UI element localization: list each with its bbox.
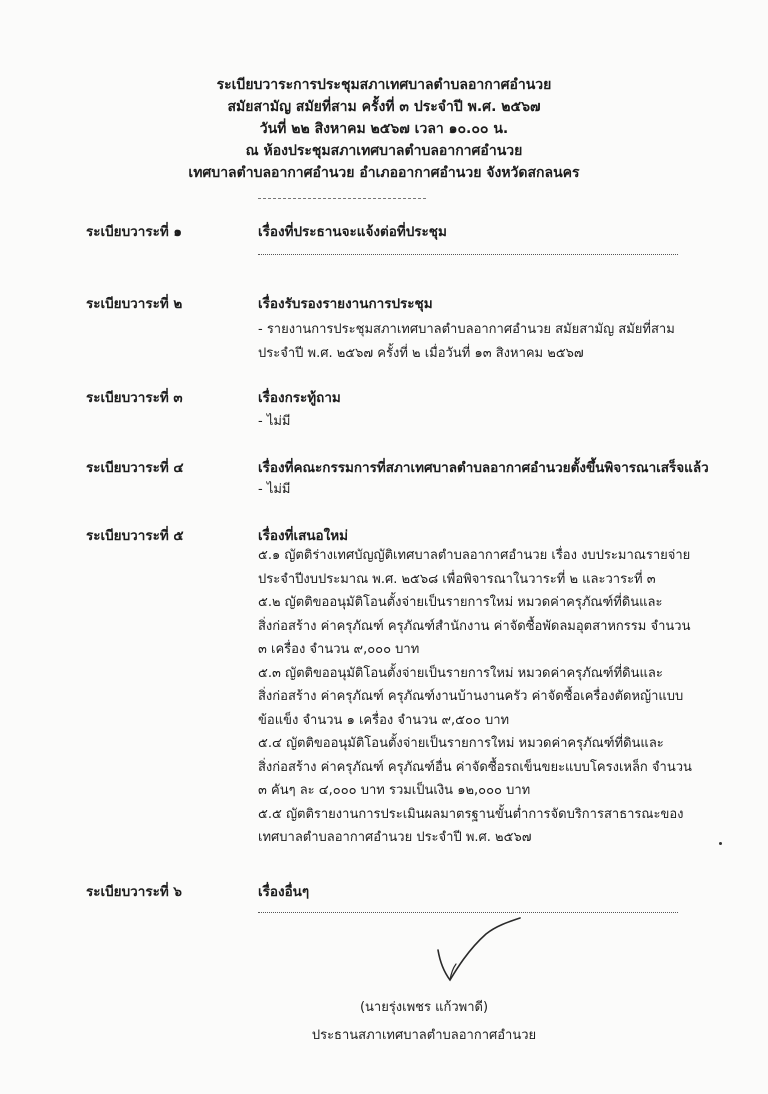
scan-speck	[719, 842, 722, 845]
agenda-line: ประจำปี พ.ศ. ๒๕๖๗ ครั้งที่ ๒ เมื่อวันที่ ๑๓ สิงหาคม ๒๕๖๗	[258, 345, 584, 361]
agenda-body	[258, 318, 688, 365]
agenda-line: ๕.๒ ญัตติขออนุมัติโอนตั้งจ่ายเป็นรายการใหม่ หมวดค่าครุภัณฑ์ที่ดินและ	[258, 595, 663, 610]
agenda-label: ระเบียบวาระที่ ๓	[86, 390, 183, 406]
agenda-body	[258, 478, 688, 502]
signatory-name: (นายรุ่งเพชร แก้วพาดี)	[359, 1000, 489, 1015]
agenda-line: - ไม่มี	[258, 414, 291, 429]
agenda-label: ระเบียบวาระที่ ๖	[86, 884, 182, 900]
agenda-line: สิ่งก่อสร้าง ค่าครุภัณฑ์ ครุภัณฑ์งานบ้านงานครัว ค่าจัดซื้อเครื่องตัดหญ้าแบบ	[258, 689, 684, 704]
header-separator	[258, 198, 426, 199]
agenda-line: สิ่งก่อสร้าง ค่าครุภัณฑ์ ครุภัณฑ์สำนักงาน ค่าจัดซื้อพัดลมอุตสาหกรรม จำนวน	[258, 618, 691, 634]
agenda-line: - รายงานการประชุมสภาเทศบาลตำบลอากาศอำนวย สมัยสามัญ สมัยที่สาม	[258, 322, 675, 337]
header-venue: ณ ห้องประชุมสภาเทศบาลตำบลอากาศอำนวย	[245, 143, 523, 159]
agenda-title: เรื่องกระทู้ถาม	[258, 390, 341, 406]
agenda-line: ๓ คันๆ ละ ๔,๐๐๐ บาท รวมเป็นเงิน ๑๒,๐๐๐ บาท	[258, 783, 531, 798]
agenda-body	[258, 410, 688, 434]
header-date: วันที่ ๒๒ สิงหาคม ๒๕๖๗ เวลา ๑๐.๐๐ น.	[259, 121, 509, 137]
header-title: ระเบียบวาระการประชุมสภาเทศบาลตำบลอากาศอำนวย	[216, 77, 552, 93]
agenda-line: ๕.๔ ญัตติขออนุมัติโอนตั้งจ่ายเป็นรายการใหม่ หมวดค่าครุภัณฑ์ที่ดินและ	[258, 736, 664, 751]
agenda-line: ๕.๕ ญัตติรายงานการประเมินผลมาตรฐานขั้นต่ำการจัดบริการสาธารณะของ	[258, 806, 684, 822]
agenda-title: เรื่องที่คณะกรรมการที่สภาเทศบาลตำบลอากาศอำนวยตั้งขึ้นพิจารณาเสร็จแล้ว	[258, 460, 709, 476]
agenda-label: ระเบียบวาระที่ ๒	[86, 296, 183, 312]
agenda-line: - ไม่มี	[258, 482, 291, 497]
signatory-position: ประธานสภาเทศบาลตำบลอากาศอำนวย	[311, 1028, 537, 1043]
agenda-line: ประจำปีงบประมาณ พ.ศ. ๒๕๖๘ เพื่อพิจารณาในวาระที่ ๒ และวาระที่ ๓	[258, 571, 656, 587]
agenda-title: เรื่องอื่นๆ	[258, 884, 310, 900]
agenda-title: เรื่องที่ประธานจะแจ้งต่อที่ประชุม	[258, 224, 447, 240]
agenda-label: ระเบียบวาระที่ ๑	[86, 224, 182, 240]
agenda-label: ระเบียบวาระที่ ๔	[86, 460, 184, 476]
agenda-line: เทศบาลตำบลอากาศอำนวย ประจำปี พ.ศ. ๒๕๖๗	[258, 830, 532, 845]
dotted-line	[258, 254, 678, 255]
agenda-line: ๕.๓ ญัตติขออนุมัติโอนตั้งจ่ายเป็นรายการใหม่ หมวดค่าครุภัณฑ์ที่ดินและ	[258, 665, 663, 681]
agenda-line: สิ่งก่อสร้าง ค่าครุภัณฑ์ ครุภัณฑ์อื่น ค่าจัดซื้อรถเข็นขยะแบบโครงเหล็ก จำนวน	[258, 759, 692, 775]
agenda-line: ข้อแข็ง จำนวน ๑ เครื่อง จำนวน ๙,๕๐๐ บาท	[258, 712, 510, 728]
agenda-label: ระเบียบวาระที่ ๕	[86, 528, 184, 544]
signature-mark	[420, 910, 530, 990]
header-session: สมัยสามัญ สมัยที่สาม ครั้งที่ ๓ ประจำปี พ.ศ. ๒๕๖๗	[227, 99, 541, 115]
agenda-line: ๓ เครื่อง จำนวน ๙,๐๐๐ บาท	[258, 642, 420, 657]
agenda-line: ๕.๑ ญัตติร่างเทศบัญญัติเทศบาลตำบลอากาศอำนวย เรื่อง งบประมาณรายจ่าย	[258, 548, 691, 563]
agenda-title: เรื่องรับรองรายงานการประชุม	[258, 296, 433, 312]
document-header	[0, 74, 768, 184]
header-organization: เทศบาลตำบลอากาศอำนวย อำเภออากาศอำนวย จังหวัดสกลนคร	[188, 165, 580, 181]
agenda-body	[258, 544, 692, 850]
agenda-title: เรื่องที่เสนอใหม่	[258, 528, 349, 544]
